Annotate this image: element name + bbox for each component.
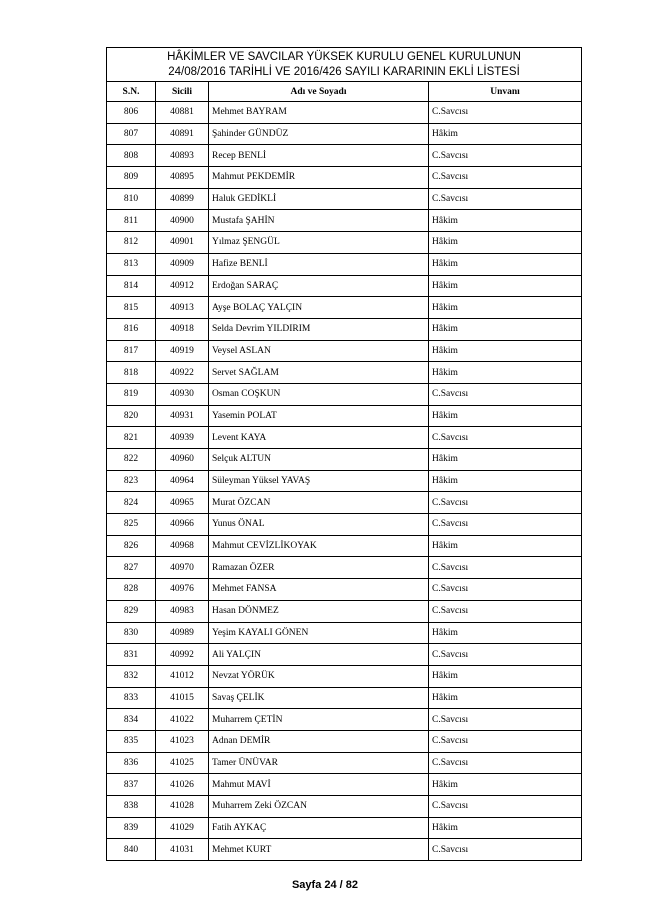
- row-title: Hâkim: [429, 297, 582, 319]
- row-title: Hâkim: [429, 817, 582, 839]
- header-name: Adı ve Soyadı: [209, 82, 429, 102]
- header-row: [107, 82, 582, 102]
- row-sn: 810: [107, 188, 156, 210]
- row-sn: 831: [107, 644, 156, 666]
- title-line-1: HÂKİMLER VE SAVCILAR YÜKSEK KURULU GENEL KURULUNUN: [167, 50, 521, 63]
- row-name: Ali YALÇIN: [209, 644, 429, 666]
- row-sn: 811: [107, 210, 156, 232]
- row-title: Hâkim: [429, 665, 582, 687]
- row-name: Ramazan ÖZER: [209, 557, 429, 579]
- row-title: Hâkim: [429, 687, 582, 709]
- row-sn: 825: [107, 514, 156, 536]
- table-row: [107, 362, 582, 384]
- row-title: Hâkim: [429, 210, 582, 232]
- row-sn: 822: [107, 449, 156, 471]
- row-sicil: 40912: [156, 275, 209, 297]
- row-sn: 808: [107, 145, 156, 167]
- row-sn: 832: [107, 665, 156, 687]
- row-sicil: 40922: [156, 362, 209, 384]
- table-row: [107, 492, 582, 514]
- row-sn: 837: [107, 774, 156, 796]
- row-name: Erdoğan SARAÇ: [209, 275, 429, 297]
- row-sn: 807: [107, 123, 156, 145]
- row-sn: 816: [107, 318, 156, 340]
- row-sicil: 41026: [156, 774, 209, 796]
- row-sn: 821: [107, 427, 156, 449]
- row-sn: 827: [107, 557, 156, 579]
- row-name: Osman COŞKUN: [209, 383, 429, 405]
- row-sn: 815: [107, 297, 156, 319]
- row-title: C.Savcısı: [429, 167, 582, 189]
- header-sn: S.N.: [107, 82, 156, 102]
- row-title: C.Savcısı: [429, 730, 582, 752]
- header-title: Unvanı: [429, 82, 582, 102]
- row-title: Hâkim: [429, 123, 582, 145]
- row-title: C.Savcısı: [429, 102, 582, 124]
- row-sn: 824: [107, 492, 156, 514]
- row-sn: 834: [107, 709, 156, 731]
- table-row: [107, 188, 582, 210]
- table-row: [107, 427, 582, 449]
- row-name: Muharrem ÇETİN: [209, 709, 429, 731]
- row-sicil: 40970: [156, 557, 209, 579]
- row-sn: 826: [107, 535, 156, 557]
- row-name: Selçuk ALTUN: [209, 449, 429, 471]
- row-name: Mahmut MAVİ: [209, 774, 429, 796]
- row-name: Muharrem Zeki ÖZCAN: [209, 796, 429, 818]
- row-sicil: 40891: [156, 123, 209, 145]
- row-sn: 836: [107, 752, 156, 774]
- row-name: Fatih AYKAÇ: [209, 817, 429, 839]
- row-name: Mahmut CEVİZLİKOYAK: [209, 535, 429, 557]
- row-title: C.Savcısı: [429, 579, 582, 601]
- row-title: C.Savcısı: [429, 427, 582, 449]
- row-sn: 812: [107, 232, 156, 254]
- row-name: Süleyman Yüksel YAVAŞ: [209, 470, 429, 492]
- row-sicil: 40919: [156, 340, 209, 362]
- row-sicil: 40930: [156, 383, 209, 405]
- table-row: [107, 102, 582, 124]
- row-name: Murat ÖZCAN: [209, 492, 429, 514]
- table-row: [107, 275, 582, 297]
- table-row: [107, 449, 582, 471]
- row-sn: 806: [107, 102, 156, 124]
- title-row: [107, 48, 582, 82]
- table-row: [107, 123, 582, 145]
- row-sicil: 41028: [156, 796, 209, 818]
- row-title: C.Savcısı: [429, 600, 582, 622]
- row-sicil: 40893: [156, 145, 209, 167]
- row-title: Hâkim: [429, 470, 582, 492]
- row-sicil: 41029: [156, 817, 209, 839]
- row-title: Hâkim: [429, 405, 582, 427]
- row-sn: 838: [107, 796, 156, 818]
- row-title: C.Savcısı: [429, 796, 582, 818]
- row-sn: 814: [107, 275, 156, 297]
- row-sicil: 40900: [156, 210, 209, 232]
- row-sicil: 41012: [156, 665, 209, 687]
- row-name: Hafize BENLİ: [209, 253, 429, 275]
- row-sicil: 40939: [156, 427, 209, 449]
- document-title: [107, 48, 582, 82]
- table-row: [107, 687, 582, 709]
- table-row: [107, 318, 582, 340]
- table-row: [107, 470, 582, 492]
- table-row: [107, 730, 582, 752]
- row-name: Yunus ÖNAL: [209, 514, 429, 536]
- row-sn: 839: [107, 817, 156, 839]
- row-sn: 813: [107, 253, 156, 275]
- row-sn: 830: [107, 622, 156, 644]
- row-sn: 828: [107, 579, 156, 601]
- row-sicil: 40983: [156, 600, 209, 622]
- table-row: [107, 232, 582, 254]
- table-row: [107, 709, 582, 731]
- table-row: [107, 297, 582, 319]
- row-sn: 823: [107, 470, 156, 492]
- table-row: [107, 644, 582, 666]
- row-name: Mehmet FANSA: [209, 579, 429, 601]
- row-sicil: 41022: [156, 709, 209, 731]
- row-name: Servet SAĞLAM: [209, 362, 429, 384]
- row-sn: 835: [107, 730, 156, 752]
- row-sicil: 40895: [156, 167, 209, 189]
- table-row: [107, 839, 582, 861]
- table-row: [107, 774, 582, 796]
- row-title: C.Savcısı: [429, 514, 582, 536]
- row-name: Mustafa ŞAHİN: [209, 210, 429, 232]
- row-sn: 809: [107, 167, 156, 189]
- row-sicil: 40901: [156, 232, 209, 254]
- row-sicil: 40881: [156, 102, 209, 124]
- table-row: [107, 796, 582, 818]
- row-sicil: 40964: [156, 470, 209, 492]
- row-name: Haluk GEDİKLİ: [209, 188, 429, 210]
- row-sn: 817: [107, 340, 156, 362]
- row-sicil: 40918: [156, 318, 209, 340]
- row-title: Hâkim: [429, 232, 582, 254]
- row-title: C.Savcısı: [429, 839, 582, 861]
- row-sicil: 40966: [156, 514, 209, 536]
- header-sicil: Sicili: [156, 82, 209, 102]
- row-title: Hâkim: [429, 622, 582, 644]
- table-row: [107, 253, 582, 275]
- row-title: C.Savcısı: [429, 492, 582, 514]
- table-row: [107, 665, 582, 687]
- row-sicil: 40913: [156, 297, 209, 319]
- row-sicil: 40976: [156, 579, 209, 601]
- row-name: Yılmaz ŞENGÜL: [209, 232, 429, 254]
- row-sicil: 40989: [156, 622, 209, 644]
- row-sicil: 41023: [156, 730, 209, 752]
- row-name: Mehmet KURT: [209, 839, 429, 861]
- row-sicil: 40909: [156, 253, 209, 275]
- title-line-2: 24/08/2016 TARİHLİ VE 2016/426 SAYILI KARARININ EKLİ LİSTESİ: [168, 65, 520, 78]
- row-name: Mahmut PEKDEMİR: [209, 167, 429, 189]
- row-name: Yasemin POLAT: [209, 405, 429, 427]
- row-title: Hâkim: [429, 340, 582, 362]
- row-name: Tamer ÜNÜVAR: [209, 752, 429, 774]
- row-sicil: 41015: [156, 687, 209, 709]
- table-row: [107, 600, 582, 622]
- row-name: Levent KAYA: [209, 427, 429, 449]
- row-name: Ayşe BOLAÇ YALÇIN: [209, 297, 429, 319]
- row-name: Hasan DÖNMEZ: [209, 600, 429, 622]
- row-title: Hâkim: [429, 253, 582, 275]
- row-sicil: 40931: [156, 405, 209, 427]
- row-title: Hâkim: [429, 535, 582, 557]
- table-row: [107, 752, 582, 774]
- row-title: Hâkim: [429, 362, 582, 384]
- row-title: C.Savcısı: [429, 383, 582, 405]
- row-title: C.Savcısı: [429, 188, 582, 210]
- table-row: [107, 405, 582, 427]
- row-title: Hâkim: [429, 449, 582, 471]
- row-sicil: 41031: [156, 839, 209, 861]
- row-name: Adnan DEMİR: [209, 730, 429, 752]
- row-name: Savaş ÇELİK: [209, 687, 429, 709]
- row-name: Yeşim KAYALI GÖNEN: [209, 622, 429, 644]
- page-number: Sayfa 24 / 82: [291, 879, 359, 891]
- row-sicil: 40992: [156, 644, 209, 666]
- row-title: C.Savcısı: [429, 752, 582, 774]
- row-sn: 840: [107, 839, 156, 861]
- row-sicil: 40960: [156, 449, 209, 471]
- table-row: [107, 340, 582, 362]
- row-sicil: 41025: [156, 752, 209, 774]
- row-name: Veysel ASLAN: [209, 340, 429, 362]
- row-title: Hâkim: [429, 318, 582, 340]
- personnel-table: [106, 47, 582, 861]
- row-sn: 833: [107, 687, 156, 709]
- row-name: Recep BENLİ: [209, 145, 429, 167]
- table-row: [107, 383, 582, 405]
- row-title: C.Savcısı: [429, 145, 582, 167]
- row-name: Nevzat YÖRÜK: [209, 665, 429, 687]
- row-title: Hâkim: [429, 275, 582, 297]
- row-sn: 829: [107, 600, 156, 622]
- row-title: C.Savcısı: [429, 557, 582, 579]
- row-sicil: 40965: [156, 492, 209, 514]
- row-sicil: 40968: [156, 535, 209, 557]
- table-row: [107, 145, 582, 167]
- table-row: [107, 817, 582, 839]
- row-title: C.Savcısı: [429, 644, 582, 666]
- table-row: [107, 622, 582, 644]
- table-row: [107, 579, 582, 601]
- row-sn: 818: [107, 362, 156, 384]
- row-title: Hâkim: [429, 774, 582, 796]
- table-body: [107, 48, 582, 861]
- table-row: [107, 535, 582, 557]
- table-row: [107, 514, 582, 536]
- row-name: Mehmet BAYRAM: [209, 102, 429, 124]
- row-sicil: 40899: [156, 188, 209, 210]
- table-row: [107, 167, 582, 189]
- row-sn: 819: [107, 383, 156, 405]
- row-name: Şahinder GÜNDÜZ: [209, 123, 429, 145]
- row-title: C.Savcısı: [429, 709, 582, 731]
- table-row: [107, 210, 582, 232]
- row-name: Selda Devrim YILDIRIM: [209, 318, 429, 340]
- table-row: [107, 557, 582, 579]
- row-sn: 820: [107, 405, 156, 427]
